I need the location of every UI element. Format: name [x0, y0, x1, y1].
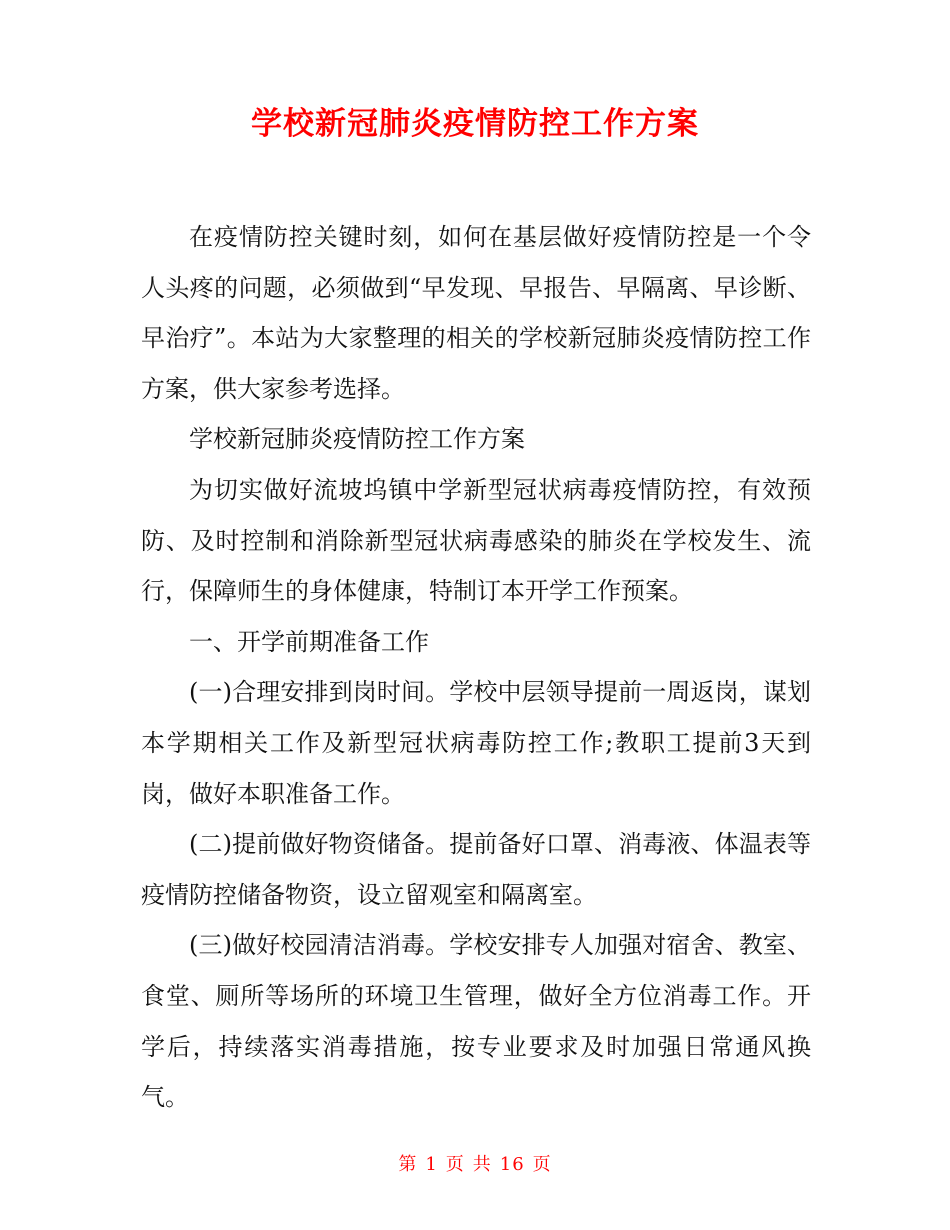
- footer-current-page: 1: [425, 1154, 438, 1175]
- footer-label-total: 共: [472, 1154, 492, 1175]
- document-title: 学校新冠肺炎疫情防控工作方案: [251, 106, 699, 142]
- section-heading-1: 一、开学前期准备工作: [189, 627, 429, 656]
- item-paragraph-3: (三)做好校园清洁消毒。学校安排专人加强对宿舍、教室、食堂、厕所等场所的环境卫生管理，做好全方位消毒工作。开学后，持续落实消毒措施，按专业要求及时加强日常通风换气。: [141, 931, 811, 1112]
- item-paragraph-2: (二)提前做好物资储备。提前备好口罩、消毒液、体温表等疫情防控储备物资，设立留观室和隔离室。: [141, 830, 811, 909]
- document-body: [141, 212, 811, 1123]
- footer-total-pages: 16: [499, 1154, 525, 1175]
- purpose-paragraph: 为切实做好流坡坞镇中学新型冠状病毒疫情防控，有效预防、及时控制和消除新型冠状病毒感染的肺炎在学校发生、流行，保障师生的身体健康，特制订本开学工作预案。: [141, 475, 811, 606]
- footer-label-total-unit: 页: [532, 1154, 552, 1175]
- intro-paragraph: 在疫情防控关键时刻，如何在基层做好疫情防控是一个令人头疼的问题，必须做到“早发现、早报告、早隔离、早诊断、早治疗”。本站为大家整理的相关的学校新冠肺炎疫情防控工作方案，供大家参考选择。: [141, 223, 811, 403]
- footer-label-page: 第: [398, 1154, 418, 1175]
- item-paragraph-1: (一)合理安排到岗时间。学校中层领导提前一周返岗，谋划本学期相关工作及新型冠状病毒防控工作;教职工提前3天到岗，做好本职准备工作。: [141, 678, 811, 808]
- section-title-paragraph: 学校新冠肺炎疫情防控工作方案: [189, 425, 525, 454]
- page-footer: [0, 1150, 950, 1176]
- footer-label-page-unit: 页: [445, 1154, 465, 1175]
